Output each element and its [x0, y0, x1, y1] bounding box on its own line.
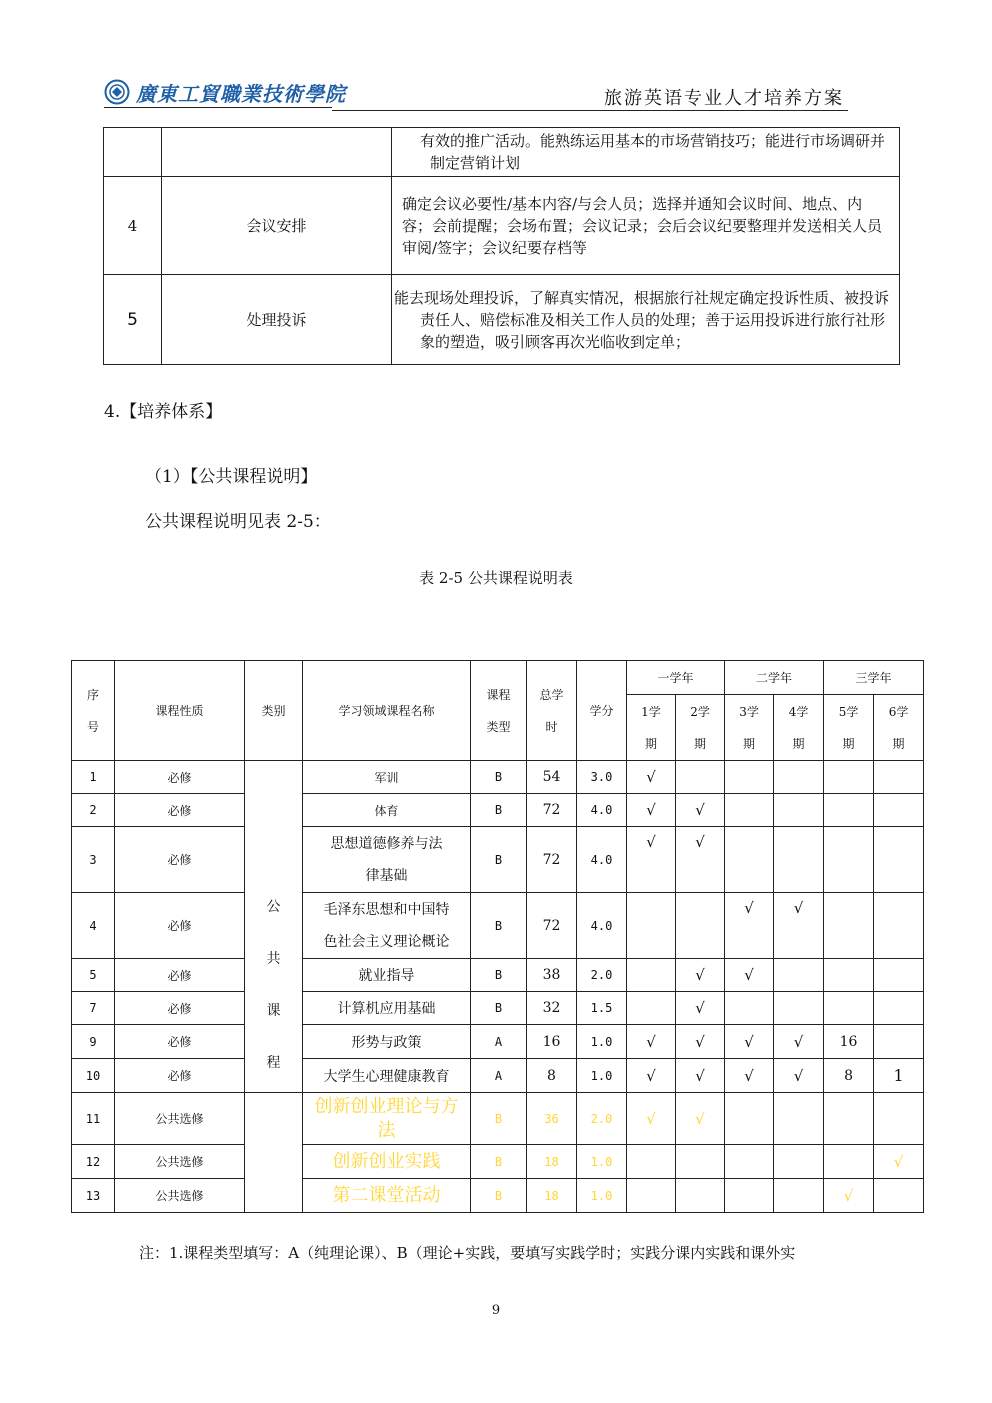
course-name-cell: 大学生心理健康教育 — [303, 1059, 471, 1093]
course-name-cell: 创新创业理论与方法 — [303, 1093, 471, 1145]
hours-cell: 18 — [527, 1145, 577, 1179]
credits-cell: 3.0 — [577, 761, 627, 794]
sem5-cell: 16 — [824, 1025, 874, 1059]
sem3-cell: √ — [725, 893, 774, 959]
nature-cell: 必修 — [115, 794, 245, 827]
type-cell: B — [471, 992, 527, 1025]
task-description: 有效的推广活动。能熟练运用基本的市场营销技巧；能进行市场调研并制定营销计划 — [392, 128, 900, 177]
category-cell-continued — [245, 1093, 303, 1213]
sem1-cell: √ — [627, 761, 676, 794]
task-name — [162, 128, 392, 177]
sem2-cell: √ — [676, 827, 725, 893]
sem6-cell — [874, 992, 924, 1025]
header-sem4: 4学期 — [774, 695, 824, 761]
task-name: 会议安排 — [162, 177, 392, 275]
section-intro: 公共课程说明见表 2-5： — [145, 512, 331, 532]
sem4-cell — [774, 794, 824, 827]
row-number — [104, 128, 162, 177]
sem3-cell: √ — [725, 959, 774, 992]
sem3-cell — [725, 1093, 774, 1145]
category-cell: 公共课程 — [245, 761, 303, 1093]
seq-cell: 13 — [72, 1179, 115, 1213]
header-sem3: 3学期 — [725, 695, 774, 761]
hours-cell: 72 — [527, 827, 577, 893]
sem1-cell — [627, 1145, 676, 1179]
seq-cell: 5 — [72, 959, 115, 992]
sem6-cell — [874, 794, 924, 827]
course-name-cell: 就业指导 — [303, 959, 471, 992]
sem5-cell — [824, 827, 874, 893]
sem2-cell: √ — [676, 1093, 725, 1145]
sem6-cell — [874, 893, 924, 959]
school-name: 廣東工貿職業技術學院 — [136, 81, 346, 106]
credits-cell: 1.0 — [577, 1059, 627, 1093]
header-rule-left — [104, 107, 332, 108]
course-name-cell: 毛泽东思想和中国特色社会主义理论概论 — [303, 893, 471, 959]
sem1-cell — [627, 893, 676, 959]
sem3-cell: √ — [725, 1059, 774, 1093]
sem4-cell — [774, 1145, 824, 1179]
hours-cell: 36 — [527, 1093, 577, 1145]
nature-cell: 必修 — [115, 827, 245, 893]
credits-cell: 2.0 — [577, 959, 627, 992]
header-total-hours: 总学时 — [527, 661, 577, 761]
nature-cell: 必修 — [115, 893, 245, 959]
credits-cell: 1.5 — [577, 992, 627, 1025]
subsection-heading: （1）【公共课程说明】 — [145, 467, 318, 487]
header-sem2: 2学期 — [676, 695, 725, 761]
sem2-cell: √ — [676, 1059, 725, 1093]
nature-cell: 公共选修 — [115, 1093, 245, 1145]
table-row — [72, 893, 924, 959]
seq-cell: 2 — [72, 794, 115, 827]
header-nature: 课程性质 — [115, 661, 245, 761]
credits-cell: 4.0 — [577, 827, 627, 893]
task-name: 处理投诉 — [162, 275, 392, 365]
task-description: 能去现场处理投诉，了解真实情况，根据旅行社规定确定投诉性质、被投诉责任人、赔偿标准及相关工作人员的处理；善于运用投诉进行旅行社形象的塑造，吸引顾客再次光临收到定单； — [392, 275, 900, 365]
sem4-cell — [774, 1093, 824, 1145]
header-year2: 二学年 — [725, 661, 824, 695]
table-row — [104, 177, 900, 275]
nature-cell: 必修 — [115, 992, 245, 1025]
sem2-cell: √ — [676, 1025, 725, 1059]
sem2-cell: √ — [676, 992, 725, 1025]
sem1-cell: √ — [627, 827, 676, 893]
header-course-type: 课程类型 — [471, 661, 527, 761]
sem4-cell: √ — [774, 893, 824, 959]
hours-cell: 72 — [527, 893, 577, 959]
sem5-cell — [824, 1093, 874, 1145]
sem2-cell — [676, 761, 725, 794]
seq-cell: 12 — [72, 1145, 115, 1179]
sem4-cell — [774, 959, 824, 992]
sem1-cell: √ — [627, 1059, 676, 1093]
table-row — [72, 959, 924, 992]
sem6-cell — [874, 959, 924, 992]
nature-cell: 公共选修 — [115, 1145, 245, 1179]
course-name-cell: 军训 — [303, 761, 471, 794]
row-number: 4 — [104, 177, 162, 275]
course-name-cell: 形势与政策 — [303, 1025, 471, 1059]
school-logo — [104, 74, 346, 110]
document-title: 旅游英语专业人才培养方案 — [604, 88, 844, 109]
credits-cell: 2.0 — [577, 1093, 627, 1145]
header-category: 类别 — [245, 661, 303, 761]
credits-cell: 4.0 — [577, 794, 627, 827]
hours-cell: 32 — [527, 992, 577, 1025]
credits-cell: 1.0 — [577, 1145, 627, 1179]
hours-cell: 54 — [527, 761, 577, 794]
table-caption: 表 2-5 公共课程说明表 — [419, 569, 573, 587]
sem6-cell: 1 — [874, 1059, 924, 1093]
course-name-cell: 思想道德修养与法律基础 — [303, 827, 471, 893]
credits-cell: 1.0 — [577, 1179, 627, 1213]
sem5-cell — [824, 794, 874, 827]
seq-cell: 1 — [72, 761, 115, 794]
sem6-cell — [874, 827, 924, 893]
table-row — [72, 1059, 924, 1093]
nature-cell: 必修 — [115, 959, 245, 992]
nature-cell: 必修 — [115, 761, 245, 794]
nature-cell: 公共选修 — [115, 1179, 245, 1213]
sem5-cell — [824, 992, 874, 1025]
sem3-cell — [725, 761, 774, 794]
sem5-cell: √ — [824, 1179, 874, 1213]
header-seq: 序号 — [72, 661, 115, 761]
seq-cell: 11 — [72, 1093, 115, 1145]
header-course-name: 学习领域课程名称 — [303, 661, 471, 761]
sem1-cell — [627, 1179, 676, 1213]
seq-cell: 9 — [72, 1025, 115, 1059]
sem4-cell: √ — [774, 1025, 824, 1059]
type-cell: A — [471, 1025, 527, 1059]
sem3-cell — [725, 1179, 774, 1213]
type-cell: B — [471, 794, 527, 827]
sem6-cell — [874, 1093, 924, 1145]
table-row — [72, 1179, 924, 1213]
hours-cell: 8 — [527, 1059, 577, 1093]
table-row — [104, 275, 900, 365]
hours-cell: 18 — [527, 1179, 577, 1213]
header-sem1: 1学期 — [627, 695, 676, 761]
table-row — [72, 1025, 924, 1059]
credits-cell: 4.0 — [577, 893, 627, 959]
sem6-cell: √ — [874, 1145, 924, 1179]
hours-cell: 72 — [527, 794, 577, 827]
header-year1: 一学年 — [627, 661, 725, 695]
table-note: 注：1.课程类型填写：A（纯理论课）、B（理论+实践，要填写实践学时；实践分课内实践和课外实 — [139, 1244, 796, 1262]
sem5-cell — [824, 959, 874, 992]
table-row — [72, 761, 924, 794]
sem5-cell — [824, 761, 874, 794]
type-cell: B — [471, 1179, 527, 1213]
type-cell: B — [471, 893, 527, 959]
nature-cell: 必修 — [115, 1059, 245, 1093]
header-row — [72, 661, 924, 695]
sem2-cell: √ — [676, 794, 725, 827]
header-credits: 学分 — [577, 661, 627, 761]
table-row — [72, 827, 924, 893]
seq-cell: 3 — [72, 827, 115, 893]
table-row — [72, 794, 924, 827]
header-year3: 三学年 — [824, 661, 924, 695]
table-row — [72, 1145, 924, 1179]
type-cell: B — [471, 827, 527, 893]
sem1-cell: √ — [627, 1093, 676, 1145]
course-name-cell: 体育 — [303, 794, 471, 827]
header-rule-right — [332, 110, 848, 111]
header-sem6: 6学期 — [874, 695, 924, 761]
type-cell: B — [471, 1145, 527, 1179]
credits-cell: 1.0 — [577, 1025, 627, 1059]
course-name-cell: 创新创业实践 — [303, 1145, 471, 1179]
header-sem5: 5学期 — [824, 695, 874, 761]
type-cell: B — [471, 959, 527, 992]
sem3-cell: √ — [725, 1025, 774, 1059]
sem1-cell: √ — [627, 1025, 676, 1059]
sem1-cell: √ — [627, 794, 676, 827]
seq-cell: 10 — [72, 1059, 115, 1093]
table-row — [72, 1093, 924, 1145]
sem4-cell — [774, 992, 824, 1025]
job-tasks-table — [103, 127, 900, 365]
sem4-cell — [774, 1179, 824, 1213]
hours-cell: 38 — [527, 959, 577, 992]
nature-cell: 必修 — [115, 1025, 245, 1059]
sem2-cell — [676, 1145, 725, 1179]
course-name-cell: 计算机应用基础 — [303, 992, 471, 1025]
table-row — [72, 992, 924, 1025]
sem5-cell — [824, 1145, 874, 1179]
type-cell: A — [471, 1059, 527, 1093]
sem2-cell — [676, 1179, 725, 1213]
sem6-cell — [874, 761, 924, 794]
sem4-cell — [774, 761, 824, 794]
type-cell: B — [471, 1093, 527, 1145]
sem2-cell — [676, 893, 725, 959]
seq-cell: 4 — [72, 893, 115, 959]
public-courses-table — [71, 660, 924, 1213]
course-name-cell: 第二课堂活动 — [303, 1179, 471, 1213]
table-row — [104, 128, 900, 177]
sem3-cell — [725, 827, 774, 893]
sem6-cell — [874, 1025, 924, 1059]
sem6-cell — [874, 1179, 924, 1213]
sem3-cell — [725, 992, 774, 1025]
seq-cell: 7 — [72, 992, 115, 1025]
page-number: 9 — [491, 1303, 501, 1318]
type-cell: B — [471, 761, 527, 794]
sem4-cell: √ — [774, 1059, 824, 1093]
section-heading: 4.【培养体系】 — [104, 402, 223, 422]
sem5-cell: 8 — [824, 1059, 874, 1093]
sem5-cell — [824, 893, 874, 959]
sem4-cell — [774, 827, 824, 893]
school-emblem-icon — [104, 79, 130, 105]
hours-cell: 16 — [527, 1025, 577, 1059]
sem1-cell — [627, 992, 676, 1025]
task-description: 确定会议必要性/基本内容/与会人员；选择并通知会议时间、地点、内容；会前提醒；会场布置；会议记录；会后会议纪要整理并发送相关人员审阅/签字；会议纪要存档等 — [392, 177, 900, 275]
sem2-cell: √ — [676, 959, 725, 992]
sem1-cell — [627, 959, 676, 992]
sem3-cell — [725, 794, 774, 827]
sem3-cell — [725, 1145, 774, 1179]
row-number: 5 — [104, 275, 162, 365]
